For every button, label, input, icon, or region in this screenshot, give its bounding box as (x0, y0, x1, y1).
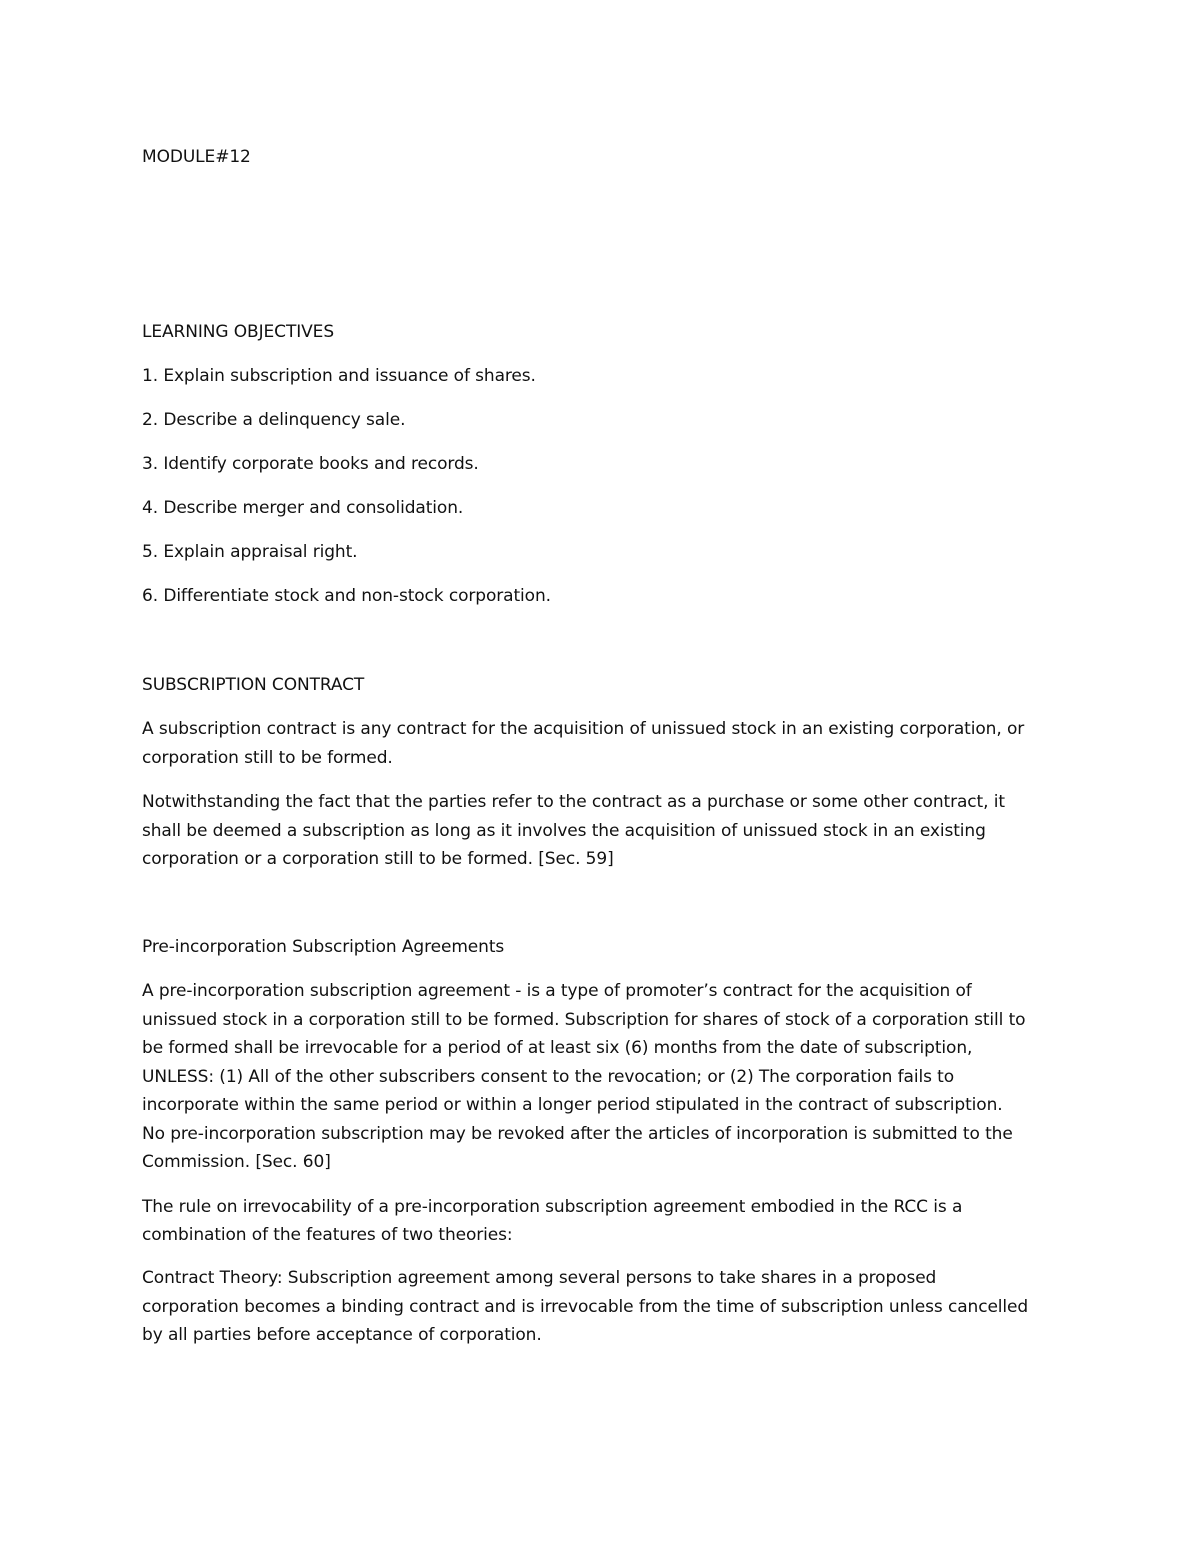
module-title: MODULE#12 (142, 147, 251, 167)
paragraph-line: shall be deemed a subscription as long as it involves the acquisition of unissued stock in an existing (142, 821, 986, 841)
objective-item-1: 1. Explain subscription and issuance of shares. (142, 366, 536, 386)
paragraph-line: corporation becomes a binding contract and is irrevocable from the time of subscription unless cancelled (142, 1297, 1029, 1317)
paragraph-line: Commission. [Sec. 60] (142, 1152, 331, 1172)
paragraph-line: The rule on irrevocability of a pre-incorporation subscription agreement embodied in the RCC is a (142, 1197, 963, 1217)
subscription-contract-heading: SUBSCRIPTION CONTRACT (142, 675, 365, 695)
paragraph-line: unissued stock in a corporation still to be formed. Subscription for shares of stock of a corporation still to (142, 1010, 1026, 1030)
paragraph-line: A subscription contract is any contract for the acquisition of unissued stock in an existing corporation, or (142, 719, 1025, 739)
paragraph-line: A pre-incorporation subscription agreement - is a type of promoter’s contract for the acquisition of (142, 981, 972, 1001)
pre-incorporation-heading: Pre-incorporation Subscription Agreements (142, 937, 505, 957)
learning-objectives-heading: LEARNING OBJECTIVES (142, 322, 335, 342)
paragraph-line: Contract Theory: Subscription agreement among several persons to take shares in a proposed (142, 1268, 937, 1288)
objective-item-6: 6. Differentiate stock and non-stock corporation. (142, 586, 551, 606)
paragraph-line: be formed shall be irrevocable for a period of at least six (6) months from the date of subscription, (142, 1038, 973, 1058)
paragraph-line: incorporate within the same period or within a longer period stipulated in the contract of subscription. (142, 1095, 1003, 1115)
paragraph-line: by all parties before acceptance of corporation. (142, 1325, 542, 1345)
paragraph-line: Notwithstanding the fact that the parties refer to the contract as a purchase or some other contract, it (142, 792, 1005, 812)
paragraph-line: corporation or a corporation still to be formed. [Sec. 59] (142, 849, 614, 869)
objective-item-3: 3. Identify corporate books and records. (142, 454, 479, 474)
objective-item-2: 2. Describe a delinquency sale. (142, 410, 406, 430)
paragraph-line: No pre-incorporation subscription may be revoked after the articles of incorporation is submitted to the (142, 1124, 1013, 1144)
objective-item-4: 4. Describe merger and consolidation. (142, 498, 464, 518)
paragraph-line: UNLESS: (1) All of the other subscribers consent to the revocation; or (2) The corporation fails to (142, 1067, 955, 1087)
paragraph-line: corporation still to be formed. (142, 748, 393, 768)
objective-item-5: 5. Explain appraisal right. (142, 542, 358, 562)
paragraph-line: combination of the features of two theories: (142, 1225, 513, 1245)
